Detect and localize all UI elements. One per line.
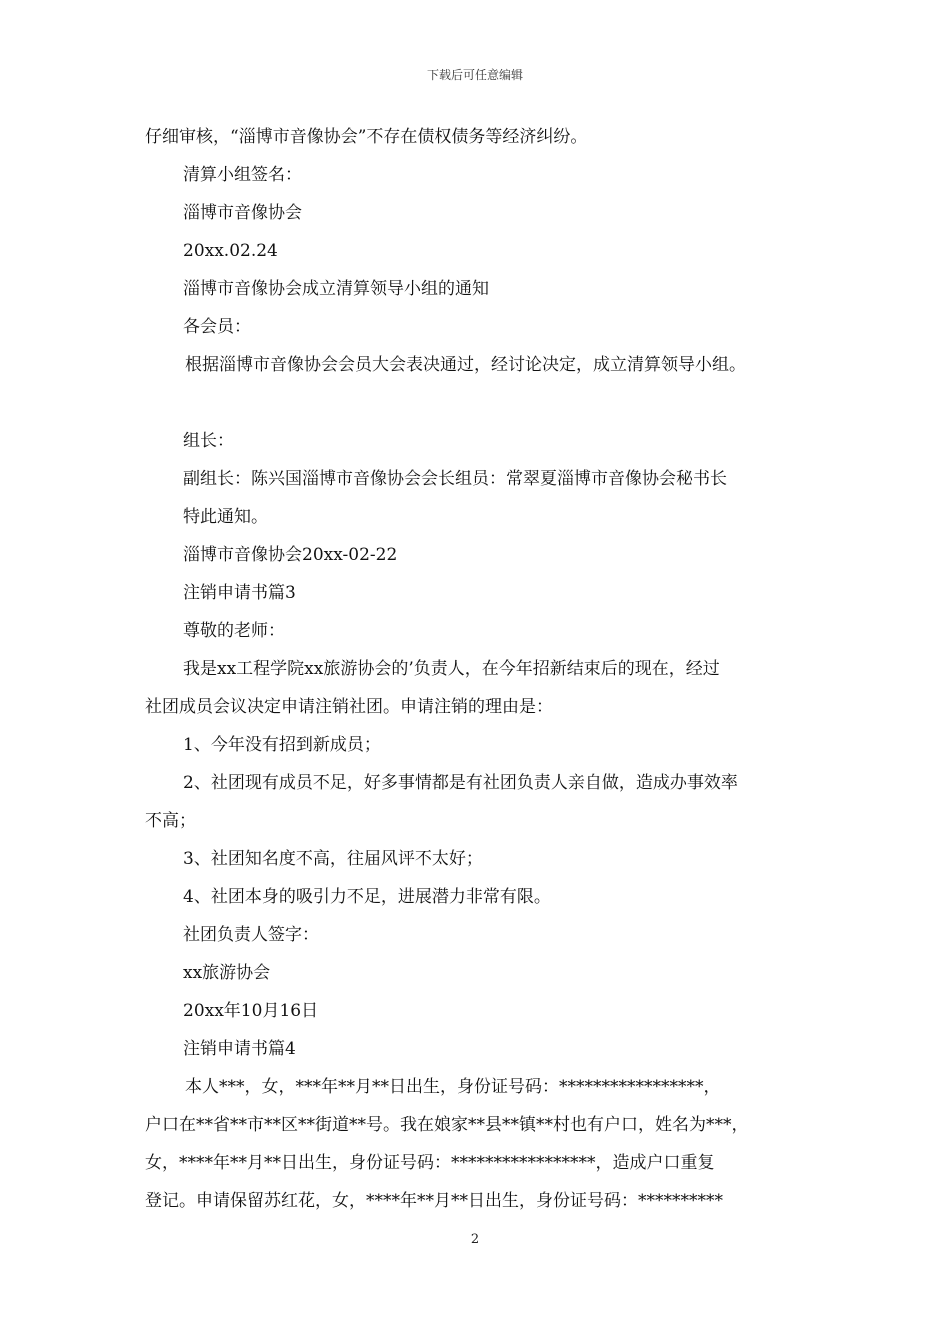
paragraph-line: 20xx.02.24 [183, 241, 278, 261]
paragraph-line: 淄博市音像协会 [183, 203, 302, 223]
list-item: 2、社团现有成员不足，好多事情都是有社团负责人亲自做，造成办事效率 [183, 773, 738, 793]
paragraph-line: 不高； [145, 811, 196, 831]
paragraph-line: 登记。申请保留苏红花，女，****年**月**日出生，身份证号码：********** [145, 1191, 723, 1211]
paragraph-line: 社团负责人签字： [183, 925, 319, 945]
page-number: 2 [470, 1232, 480, 1247]
paragraph-line: 特此通知。 [183, 507, 268, 527]
page-header: 下载后可任意编辑 [426, 68, 523, 82]
list-item: 1、今年没有招到新成员； [183, 735, 381, 755]
paragraph-line: 本人***，女，***年**月**日出生，身份证号码：*****************， [185, 1077, 721, 1097]
paragraph-line: 我是xx工程学院xx旅游协会的’负责人，在今年招新结束后的现在，经过 [183, 659, 720, 679]
list-item: 3、社团知名度不高，往届风评不太好； [183, 849, 483, 869]
paragraph-line: 副组长：陈兴国淄博市音像协会会长组员：常翠夏淄博市音像协会秘书长 [183, 469, 727, 489]
paragraph-line: 尊敬的老师： [183, 621, 285, 641]
document-body [145, 118, 825, 1220]
paragraph-line: 仔细审核，“淄博市音像协会”不存在债权债务等经济纠纷。 [145, 127, 588, 147]
section-heading: 注销申请书篇3 [183, 583, 296, 603]
list-item: 4、社团本身的吸引力不足，进展潜力非常有限。 [183, 887, 551, 907]
paragraph-line: 女，****年**月**日出生，身份证号码：*****************，造成户口重复 [145, 1153, 715, 1173]
paragraph-line: 社团成员会议决定申请注销社团。申请注销的理由是： [145, 697, 553, 717]
blank-line [145, 384, 825, 422]
paragraph-line: 根据淄博市音像协会会员大会表决通过，经讨论决定，成立清算领导小组。 [185, 355, 746, 375]
paragraph-line: 各会员： [183, 317, 251, 337]
paragraph-line: 20xx年10月16日 [183, 1001, 319, 1021]
paragraph-line: 淄博市音像协会20xx-02-22 [183, 545, 398, 565]
paragraph-line: 组长： [183, 431, 234, 451]
paragraph-line: 淄博市音像协会成立清算领导小组的通知 [183, 279, 489, 299]
section-heading: 注销申请书篇4 [183, 1039, 296, 1059]
paragraph-line: 清算小组签名： [183, 165, 302, 185]
paragraph-line: 户口在**省**市**区**街道**号。我在娘家**县**镇**村也有户口，姓名为***， [145, 1115, 749, 1135]
paragraph-line: xx旅游协会 [183, 963, 271, 983]
